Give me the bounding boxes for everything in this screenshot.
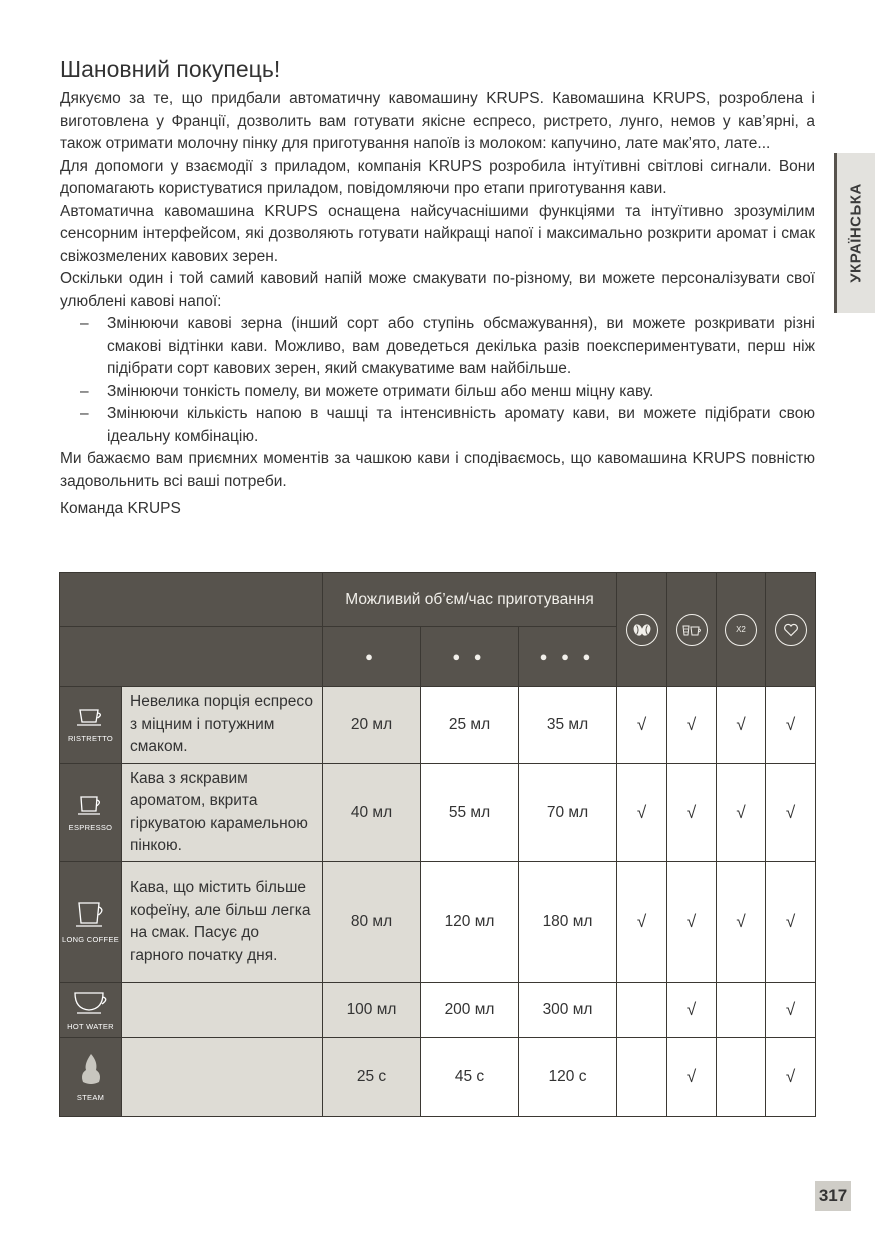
favourite-header	[766, 573, 816, 687]
x2-check	[717, 1038, 766, 1117]
favourite-check: √	[766, 687, 816, 764]
x2-check: √	[717, 687, 766, 764]
volume-small: 25 с	[323, 1038, 421, 1117]
grind-check: √	[667, 983, 717, 1038]
bullet-marker: –	[80, 382, 89, 400]
x2-check	[717, 983, 766, 1038]
double-cup-icon: X2	[725, 614, 757, 646]
beans-header	[617, 573, 667, 687]
grind-icon	[676, 614, 708, 646]
medium-volume-drop-icon: ● ●	[421, 627, 519, 687]
bullet-marker: –	[80, 405, 89, 422]
favourite-check: √	[766, 764, 816, 862]
paragraph: Дякуємо за те, що придбали автоматичну кавомашину KRUPS. Кавомашина KRUPS, розроблена і виготовлена у Франції, дозволить вам готувати якісне еспресо, ристрето, лунго, немов у кав’ярні, а також отримати молочну пінку для приготування напоїв із молоком: капучино, лате мак’ято, лате...	[60, 90, 815, 152]
drink-description: Кава з яскравим ароматом, вкрита гіркуватою карамельною пінкою.	[122, 764, 323, 862]
table-row	[60, 687, 816, 764]
language-tab-label: УКРАЇНСЬКА	[847, 183, 865, 283]
volume-large: 120 с	[519, 1038, 617, 1117]
volume-header: Можливий об’єм/час приготування	[323, 573, 617, 627]
favourite-check: √	[766, 1038, 816, 1117]
beans-check: √	[617, 764, 667, 862]
volume-large: 180 мл	[519, 862, 617, 983]
grind-header	[667, 573, 717, 687]
x2-header	[717, 573, 766, 687]
long-coffee-cup-icon	[74, 900, 108, 928]
favourite-check: √	[766, 862, 816, 983]
long-coffee-label: LONG COFFEE	[61, 935, 120, 944]
table-row	[60, 983, 816, 1038]
bullet-item: – Змінюючи кавові зерна (інший сорт або ступінь обсмажування), ви можете розкривати різні смакові відтінки кави. Можливо, вам доведеться декілька разів поекспериментувати, перш ніж підібрати сорт кавових зерен, який смакуватиме вам найбільше.	[80, 315, 815, 377]
table-row	[60, 862, 816, 983]
grind-check: √	[667, 862, 717, 983]
bullet-list	[60, 313, 815, 448]
volume-small: 40 мл	[323, 764, 421, 862]
volume-medium: 45 с	[421, 1038, 519, 1117]
volume-large: 300 мл	[519, 983, 617, 1038]
large-volume-drop-icon: ● ● ●	[519, 627, 617, 687]
beans-check: √	[617, 862, 667, 983]
espresso-cell	[60, 764, 122, 862]
steam-label: STEAM	[76, 1093, 105, 1102]
heart-icon	[775, 614, 807, 646]
volume-small: 100 мл	[323, 983, 421, 1038]
ristretto-cell	[60, 687, 122, 764]
hot-water-cell	[60, 983, 122, 1038]
paragraph: Для допомоги у взаємодії з приладом, компанія KRUPS розробила інтуїтивні світлові сигнали. Вони допомагають користуватися приладом, повідомляючи про етапи приготування кави.	[60, 157, 815, 197]
volume-large: 70 мл	[519, 764, 617, 862]
ristretto-label: RISTRETTO	[67, 734, 114, 743]
volume-medium: 120 мл	[421, 862, 519, 983]
table-row	[60, 764, 816, 862]
volume-small: 80 мл	[323, 862, 421, 983]
beans-check	[617, 1038, 667, 1117]
beans-check: √	[617, 687, 667, 764]
small-volume-drop-icon: ●	[323, 627, 421, 687]
steam-cell	[60, 1038, 122, 1117]
steam-icon	[76, 1052, 106, 1086]
x2-check: √	[717, 764, 766, 862]
table-row	[60, 1038, 816, 1117]
paragraph: Оскільки один і той самий кавовий напій може смакувати по-різному, ви можете персоналізувати свої улюблені кавові напої:	[60, 270, 815, 310]
grind-check: √	[667, 1038, 717, 1117]
volume-medium: 55 мл	[421, 764, 519, 862]
bullet-marker: –	[80, 315, 89, 332]
drink-description	[122, 1038, 323, 1117]
ristretto-cup-icon	[76, 707, 106, 727]
long-coffee-cell	[60, 862, 122, 983]
page-title: Шановний покупець!	[60, 56, 281, 82]
volume-medium: 25 мл	[421, 687, 519, 764]
grind-check: √	[667, 764, 717, 862]
favourite-check: √	[766, 983, 816, 1038]
intro-text	[60, 88, 815, 521]
volume-small: 20 мл	[323, 687, 421, 764]
x2-check: √	[717, 862, 766, 983]
paragraph: Автоматична кавомашина KRUPS оснащена найсучаснішими функціями та інтуїтивно зрозумілим сенсорним інтерфейсом, які дозволяють готувати найкращі напої і максимально розкрити аромат і смак свіжозмелених кавових зерен.	[60, 202, 815, 265]
closing-paragraph: Ми бажаємо вам приємних моментів за чашкою кави і сподіваємось, що кавомашина KRUPS повністю задовольнить всі ваші потреби.	[60, 450, 815, 490]
drink-description: Кава, що містить більше кофеїну, але більш легка на смак. Пасує до гарного початку дня.	[122, 862, 323, 983]
signature: Команда KRUPS	[60, 500, 181, 517]
beans-check	[617, 983, 667, 1038]
language-tab	[834, 153, 875, 313]
volume-medium: 200 мл	[421, 983, 519, 1038]
drinks-table	[59, 572, 816, 1117]
coffee-beans-icon	[626, 614, 658, 646]
espresso-cup-icon	[76, 794, 106, 816]
table-header-blank	[60, 627, 323, 687]
drink-description	[122, 983, 323, 1038]
bullet-item: – Змінюючи тонкість помелу, ви можете отримати більш або менш міцну каву.	[60, 381, 815, 404]
grind-check: √	[667, 687, 717, 764]
volume-large: 35 мл	[519, 687, 617, 764]
hot-water-cup-icon	[72, 989, 110, 1015]
drink-description: Невелика порція еспресо з міцним і потужним смаком.	[122, 687, 323, 764]
espresso-label: ESPRESSO	[68, 822, 113, 832]
hot-water-label: HOT WATER	[67, 1022, 114, 1031]
table-header-blank	[60, 573, 323, 627]
bullet-item: – Змінюючи кількість напою в чашці та інтенсивність аромату кави, ви можете підібрати свою ідеальну комбінацію.	[80, 405, 815, 445]
page-number: 317	[815, 1181, 851, 1211]
